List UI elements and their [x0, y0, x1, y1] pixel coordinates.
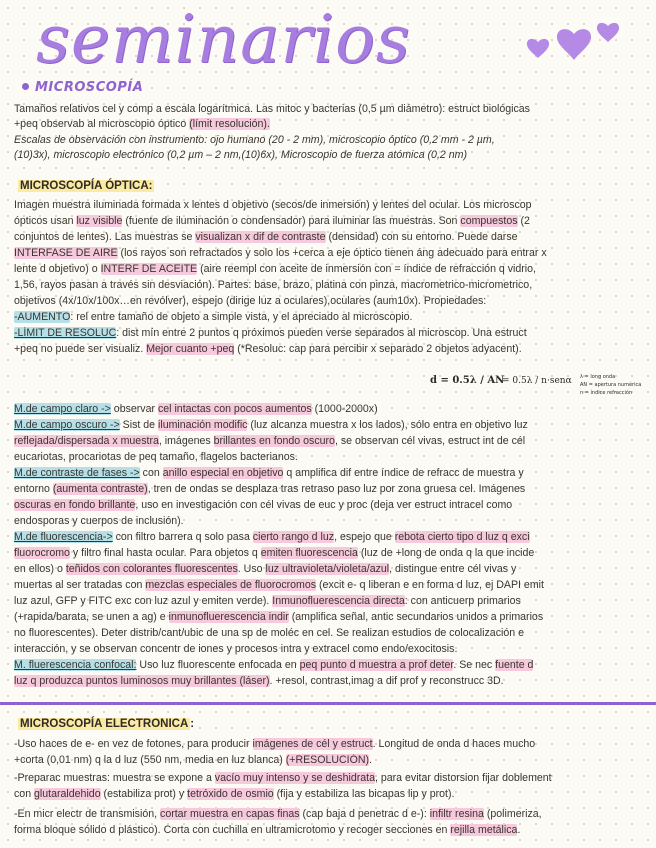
- tecnica-line-8: endosporas y cuerpos de inclusión).: [14, 515, 184, 527]
- svg-text:= 0.5λ / n·senα: = 0.5λ / n·senα: [502, 376, 572, 386]
- optica-line-7: objetivos (4x/10x/100x…en revólver), espejo (dirige luz a oculares),oculares (aum10x). Propiedades:: [14, 295, 487, 307]
- svg-text:n = índice refracción: n = índice refracción: [580, 390, 633, 396]
- electronica-line-2: +corta (0,01 nm) q la d luz (550 nm, media en luz blanca) (+RESOLUCIÓN).: [14, 754, 372, 766]
- tecnica-line-4: eucariotas, procariotas de peq tamaño, flagelos bacterianos.: [14, 451, 298, 463]
- tecnica-line-9: M.de fluorescencia-> con filtro barrera q solo pasa cierto rango d luz, espejo que rebota cierto tipo d luz q exci: [14, 531, 530, 543]
- optica-line-1: Imagen muestra iluminada formada x lentes d objetivo (secos/de inmersión) y lentes del ocular. Los microscop: [14, 199, 532, 211]
- tecnica-line-3: reflejada/dispersada x muestra, imágenes brillantes en fondo oscuro, se observan cél vivas, estruct int de cél: [14, 435, 526, 447]
- tecnica-line-16: interacción, y se observan concentr de iones y procesos intra y extracel como endo/exocitosis.: [14, 643, 458, 655]
- tecnica-line-14: (+rapida/barata, se unen a ag) e inmunofluerescencia indir (amplifica señal, antic secundarios unidos a primarios: [14, 611, 544, 623]
- tecnica-line-7: oscuras en fondo brillante, uso en investigación con cél vivas de euc y proc (deja ver estruct intracel como: [14, 499, 513, 511]
- optica-line-6: 1,56, rayos pasan a través sin desviación). Partes: base, brazo, platina con pinza, macrometrico-micrometrico,: [14, 279, 533, 291]
- intro-line-2: +peq observab al microscopio óptico (límit resolución).: [14, 118, 270, 130]
- electronica-line-1: -Uso haces de e- en vez de fotones, para producir imágenes de cél y estruct. Longitud de onda d haces mucho: [14, 738, 536, 750]
- tecnica-line-15: no fluorescentes). Deter distrib/cant/ubic de una sp de moléc en cel. Se realizan estudios de colocalización e: [14, 627, 524, 639]
- optica-line-10: +peq no puede ser visualiz. Mejor cuanto +peq (*Resoluc: cap para percibir x separado 2 objetos adyacent).: [14, 343, 522, 355]
- tecnica-line-5: M.de contraste de fases -> con anillo especial en objetivo q amplifica dif entre índice de refracc de muestra y: [14, 467, 524, 479]
- electronica-line-4: con glutaraldehido (estabiliza prot) y tetróxido de osmio (fija y estabiliza las bicapas lip y prot).: [14, 788, 455, 800]
- tecnica-line-6: entorno (aumenta contraste), tren de ondas se desplaza tras retraso paso luz por zona gruesa cel. Imágenes: [14, 483, 526, 495]
- section-divider: [0, 702, 656, 705]
- electronica-line-5: -En micr electr de transmisión, cortar muestra en capas finas (cap baja d penetrac d e-): infiltr resina (polimeriza,: [14, 808, 542, 820]
- bullet-icon: [22, 83, 29, 90]
- tecnica-line-13: luz azul, GFP y FITC exc con luz azul y emiten verde). Inmunofluerescencia directa: con anticuerp primarios: [14, 595, 521, 607]
- svg-text:λ = long onda: λ = long onda: [580, 374, 616, 380]
- tecnica-line-1: M.de campo claro -> observar cel intactas con pocos aumentos (1000-2000x): [14, 403, 378, 415]
- page-title: seminarios: [36, 1, 411, 78]
- optica-line-9: -LÍMIT DE RESOLUC: dist mín entre 2 puntos q próximos pueden verse separados al microscop. Una estruct: [14, 327, 527, 339]
- optica-line-8: -AUMENTO: rel entre tamaño de objeto a simple vista, y el apreciado al microscopio.: [14, 311, 413, 323]
- intro-line-3: Escalas de observación con instrumento: ojo humano (20 - 2 mm), microscopio óptico (0,2 mm - 2 µm,: [14, 134, 495, 146]
- optica-line-4: INTERFASE DE AIRE (los rayos son refractados y solo los +cerca a eje óptico tienen áng adecuado para entrar x: [14, 247, 547, 259]
- svg-text:d = 0.5λ / AN: d = 0.5λ / AN: [430, 375, 505, 386]
- section-heading: MICROSCOPÍA: [22, 80, 143, 95]
- intro-line-1: Tamaños relativos cel y comp a escala logarítmica. Las mitoc y bacterias (0,5 µm diámetro): estruct biológicas: [14, 103, 530, 115]
- optica-line-3: conjuntos de lentes). Las muestras se visualizan x dif de contraste (densidad) con su entorno. Puede darse: [14, 231, 518, 243]
- tecnica-line-17: M. fluerescencia confocal: Uso luz fluorescente enfocada en peq punto d muestra a prof deter. Se nec fuente d: [14, 659, 534, 671]
- svg-text:AN = apertura numérica: AN = apertura numérica: [580, 382, 642, 388]
- electronica-line-6: forma bloque sólido d plástico). Corta con cuchilla en ultramicrotomo y recoger secciones en rejilla metálica.: [14, 824, 521, 836]
- electronica-heading: MICROSCOPÍA ELECTRONICA :: [20, 718, 195, 730]
- optica-line-5: lente d objetivo) o INTERF DE ACEITE (aire reempl con aceite de inmersión con = índice de refracción q vidrio,: [14, 263, 537, 275]
- tecnica-line-18: luz q produzca puntos luminosos muy brillantes (láser). +resol, contrast,imag a dif prof y reconstrucc 3D.: [14, 675, 504, 687]
- optica-line-2: ópticos usan luz visible (fuente de iluminación o condensador) para iluminar las muestras. Son compuestos (2: [14, 215, 530, 227]
- tecnica-line-12: muertas al ser tratadas con mezclas especiales de fluorocromos (excit e- q liberan e en forma d luz, ej DAPI emit: [14, 579, 544, 591]
- intro-line-4: (10)3x), microscopio electrónico (0,2 µm – 2 nm,(10)6x), Microscopio de fuerza atómica (0,2 nm): [14, 149, 467, 161]
- hearts-icon: [516, 4, 646, 74]
- electronica-line-3: -Preparac muestras: muestra se expone a vacío muy intenso y se deshidrata, para evitar distorsion fijar doblement: [14, 772, 552, 784]
- resolution-formula: [430, 370, 650, 400]
- tecnica-line-10: fluorocromo y filtro final hasta ocular. Para objetos q emiten fluorescencia (luz de +long de onda q la que incide: [14, 547, 535, 559]
- tecnica-line-11: en ellos) o teñidos con colorantes fluorescentes. Uso luz ultravioleta/violeta/azul, distingue entre cél vivas y: [14, 563, 517, 575]
- optica-heading: MICROSCOPÍA ÓPTICA:: [20, 180, 153, 192]
- tecnica-line-2: M.de campo oscuro -> Sist de iluminación modific (luz alcanza muestra x los lados), sólo entra en objetivo luz: [14, 419, 528, 431]
